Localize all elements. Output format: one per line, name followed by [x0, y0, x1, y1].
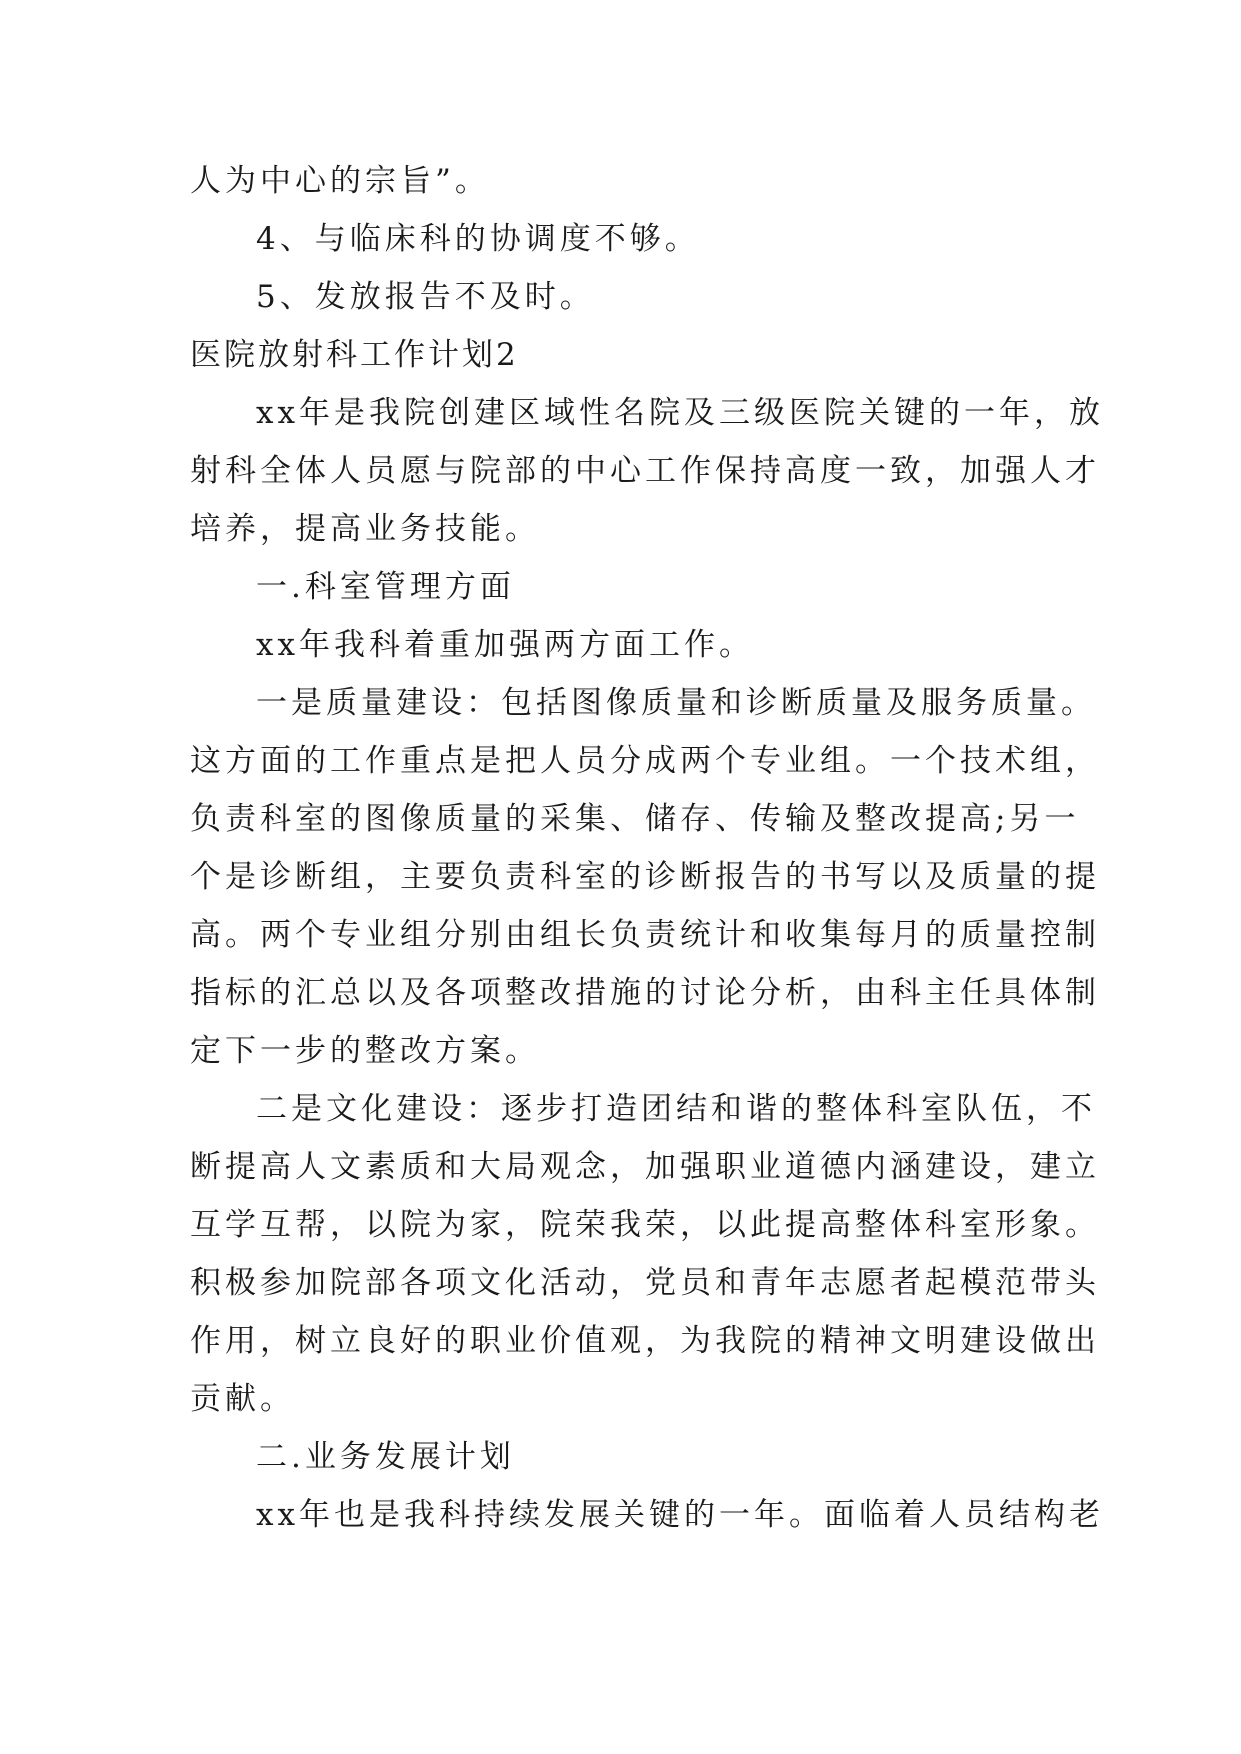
paragraph-line: 这方面的工作重点是把人员分成两个专业组。一个技术组， — [190, 743, 1100, 779]
paragraph-line: 二是文化建设：逐步打造团结和谐的整体科室队伍，不 — [256, 1091, 1096, 1127]
paragraph-line: 积极参加院部各项文化活动，党员和青年志愿者起模范带头 — [190, 1265, 1100, 1301]
paragraph-line: xx年也是我科持续发展关键的一年。面临着人员结构老 — [256, 1497, 1104, 1533]
paragraph-line: xx年我科着重加强两方面工作。 — [256, 627, 754, 663]
paragraph-line: xx年是我院创建区域性名院及三级医院关键的一年，放 — [256, 395, 1104, 431]
list-item-4: 4、与临床科的协调度不够。 — [256, 221, 700, 257]
paragraph-line: 人为中心的宗旨”。 — [190, 163, 490, 199]
paragraph-line: 负责科室的图像质量的采集、储存、传输及整改提高;另一 — [190, 801, 1080, 837]
paragraph-line: 互学互帮，以院为家，院荣我荣，以此提高整体科室形象。 — [190, 1207, 1100, 1243]
paragraph-line: 高。两个专业组分别由组长负责统计和收集每月的质量控制 — [190, 917, 1100, 953]
paragraph-line: 断提高人文素质和大局观念，加强职业道德内涵建设，建立 — [190, 1149, 1100, 1185]
paragraph-line: 一是质量建设：包括图像质量和诊断质量及服务质量。 — [256, 685, 1096, 721]
paragraph-line: 定下一步的整改方案。 — [190, 1033, 540, 1069]
paragraph-line: 个是诊断组，主要负责科室的诊断报告的书写以及质量的提 — [190, 859, 1100, 895]
paragraph-line: 作用，树立良好的职业价值观，为我院的精神文明建设做出 — [190, 1323, 1100, 1359]
section-title: 医院放射科工作计划2 — [190, 337, 519, 373]
paragraph-line: 培养，提高业务技能。 — [190, 511, 540, 547]
paragraph-line: 贡献。 — [190, 1381, 295, 1417]
subheading-management: 一.科室管理方面 — [256, 569, 515, 605]
list-item-5: 5、发放报告不及时。 — [256, 279, 595, 315]
subheading-business-plan: 二.业务发展计划 — [256, 1439, 515, 1475]
paragraph-line: 指标的汇总以及各项整改措施的讨论分析，由科主任具体制 — [190, 975, 1100, 1011]
document-body — [190, 152, 1104, 1544]
paragraph-line: 射科全体人员愿与院部的中心工作保持高度一致，加强人才 — [190, 453, 1100, 489]
